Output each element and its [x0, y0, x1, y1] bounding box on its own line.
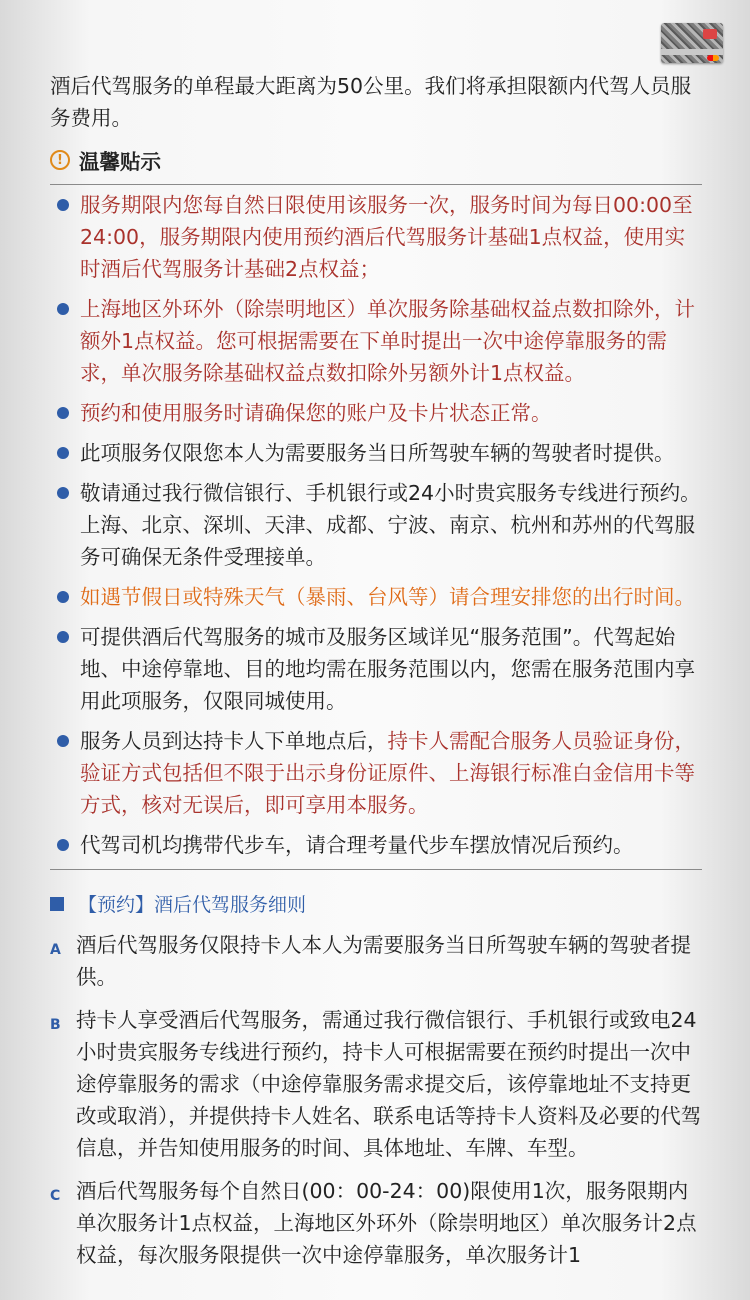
item-letter: A [50, 942, 61, 958]
intro-paragraph: 酒后代驾服务的单程最大距离为50公里。我们将承担限额内代驾人员服务费用。 [50, 74, 692, 130]
card-chip-icon [703, 29, 717, 39]
main-content [0, 70, 750, 1271]
rule-item [50, 1004, 702, 1164]
rules-list [50, 929, 702, 1271]
tip-item [50, 477, 702, 573]
tip-text: 服务人员到达持卡人下单地点后， [80, 729, 388, 753]
credit-card-thumbnail [661, 23, 723, 63]
tip-text: 敬请通过我行微信银行、手机银行或24小时贵宾服务专线进行预约。上海、北京、深圳、天津、成都、宁波、南京、杭州和苏州的代驾服务可确保无条件受理接单。 [80, 481, 701, 569]
tip-item [50, 397, 702, 429]
square-bullet-icon [50, 897, 64, 911]
rule-item [50, 929, 702, 993]
bullet-dot-icon [57, 407, 69, 419]
bullet-dot-icon [57, 199, 69, 211]
divider [50, 184, 702, 185]
divider [50, 869, 702, 870]
tip-text: 上海地区外环外（除崇明地区）单次服务除基础权益点数扣除外，计额外1点权益。您可根据需要在下单时提出一次中途停靠服务的需求，单次服务除基础权益点数扣除外另额外计1点权益。 [80, 297, 695, 385]
tip-text: 预约和使用服务时请确保您的账户及卡片状态正常。 [80, 401, 552, 425]
tip-text: 持卡人需配合服务人员验证身份，验证方式包括但不限于出示身份证原件、上海银行标准白金信用卡等方式，核对无误后，即可享用本服务。 [80, 729, 695, 817]
bullet-dot-icon [57, 487, 69, 499]
bullet-dot-icon [57, 839, 69, 851]
section-heading [50, 890, 702, 917]
tip-text: 代驾司机均携带代步车，请合理考量代步车摆放情况后预约。 [80, 833, 634, 857]
tip-item [50, 581, 702, 613]
tip-item [50, 829, 702, 861]
bullet-dot-icon [57, 735, 69, 747]
item-text: 酒后代驾服务仅限持卡人本人为需要服务当日所驾驶车辆的驾驶者提供。 [76, 933, 691, 989]
tip-text: 此项服务仅限您本人为需要服务当日所驾驶车辆的驾驶者时提供。 [80, 441, 675, 465]
tip-item [50, 437, 702, 469]
tip-text: 服务期限内您每自然日限使用该服务一次，服务时间为每日00:00至24:00，服务期限内使用预约酒后代驾服务计基础1点权益，使用实时酒后代驾服务计基础2点权益； [80, 193, 693, 281]
tips-title: 温馨贴示 [79, 150, 161, 174]
section-title: 【预约】酒后代驾服务细则 [78, 894, 307, 916]
tip-item [50, 189, 702, 285]
bullet-dot-icon [57, 591, 69, 603]
bullet-dot-icon [57, 631, 69, 643]
tip-item [50, 725, 702, 821]
bullet-dot-icon [57, 303, 69, 315]
item-letter: C [50, 1188, 61, 1204]
tips-list [50, 189, 702, 861]
tips-heading [50, 144, 702, 176]
rule-item [50, 1175, 702, 1271]
warning-icon: ! [50, 150, 70, 170]
tip-item [50, 293, 702, 389]
bullet-dot-icon [57, 447, 69, 459]
tip-item [50, 621, 702, 717]
item-text: 酒后代驾服务每个自然日(00：00-24：00)限使用1次，服务限期内单次服务计1点权益，上海地区外环外（除崇明地区）单次服务计2点权益，每次服务限提供一次中途停靠服务，单次服务计1 [76, 1179, 697, 1267]
tip-text: 可提供酒后代驾服务的城市及服务区域详见“服务范围”。代驾起始地、中途停靠地、目的地均需在服务范围以内，您需在服务范围内享用此项服务，仅限同城使用。 [80, 625, 695, 713]
item-letter: B [50, 1017, 61, 1033]
card-network-logo-icon [707, 55, 719, 61]
tip-text: 如遇节假日或特殊天气（暴雨、台风等）请合理安排您的出行时间。 [80, 585, 695, 609]
header-bar [0, 0, 750, 70]
item-text: 持卡人享受酒后代驾服务，需通过我行微信银行、手机银行或致电24小时贵宾服务专线进行预约，持卡人可根据需要在预约时提出一次中途停靠服务的需求（中途停靠服务需求提交后，该停靠地址不支持更改或取消），并提供持卡人姓名、联系电话等持卡人资料及必要的代驾信息，并告知使用服务的时间、具体地址、车牌、车型。 [76, 1008, 702, 1160]
